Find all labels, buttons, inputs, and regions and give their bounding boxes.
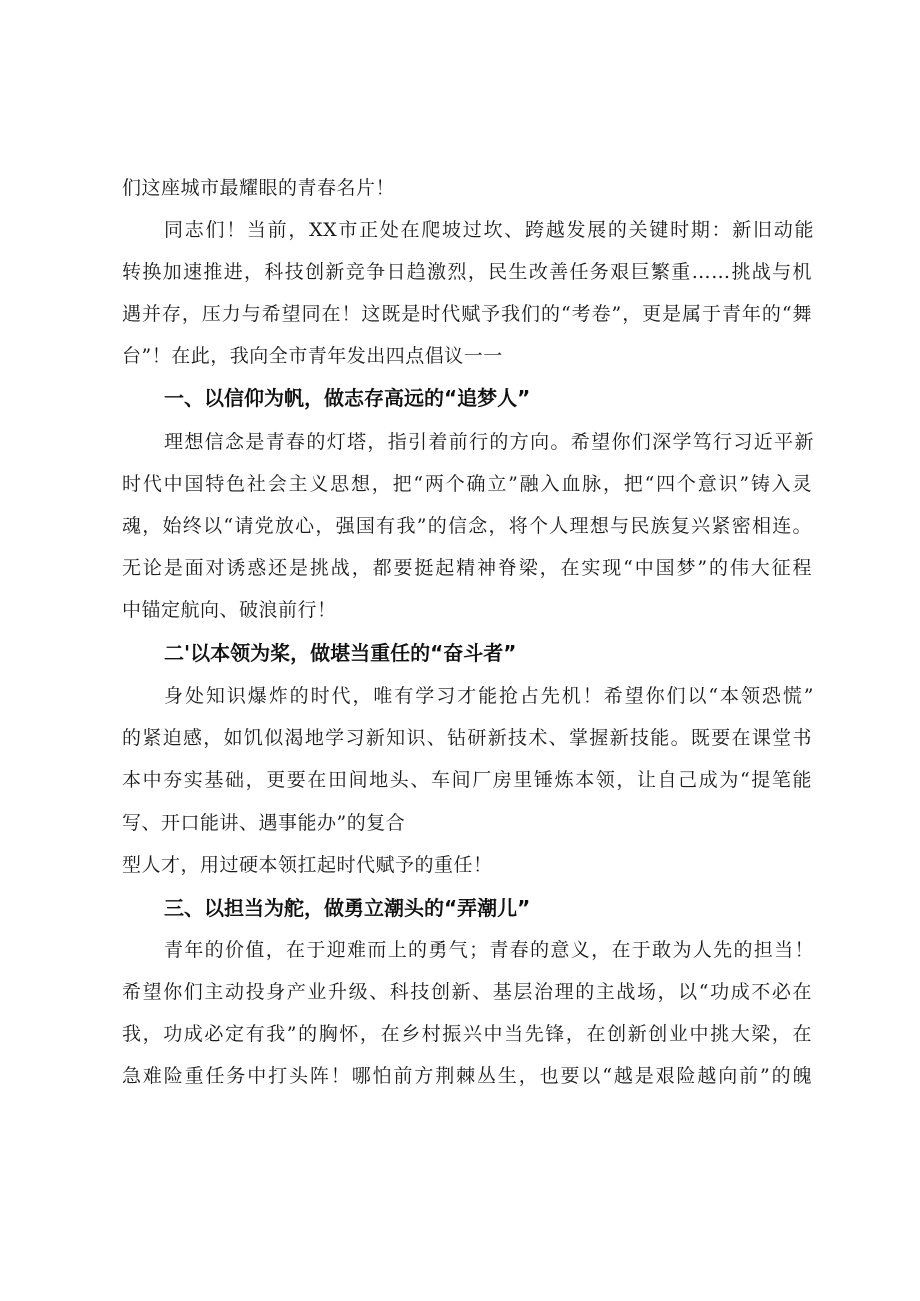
paragraph-line: 本中夯实基础，更要在田间地头、车间厂房里锤炼本领，让自己成为“提笔能 [122,769,812,791]
paragraph-line: 写、开口能讲、遇事能办”的复合 [122,812,406,834]
section-heading-1: 一、以信仰为帆，做志存高远的“追梦人” [164,386,531,410]
paragraph-line: 我，功成必定有我”的胸怀，在乡村振兴中当先锋，在创新创业中挑大梁，在 [122,1023,812,1045]
paragraph-line: 们这座城市最耀眼的青春名片！ [122,177,396,199]
paragraph-line: 身处知识爆炸的时代，唯有学习才能抢占先机！希望你们以“本领恐慌” [164,685,814,707]
paragraph-line: 急难险重任务中打头阵！哪怕前方荆棘丛生，也要以“越是艰险越向前”的魄 [122,1065,812,1087]
paragraph-line: 同志们！当前，XX市正处在爬坡过坎、跨越发展的关键时期：新旧动能 [164,219,814,241]
paragraph-line: 转换加速推进，科技创新竞争日趋激烈，民生改善任务艰巨繁重……挑战与机 [122,261,812,283]
section-heading-3: 三、以担当为舵，做勇立潮头的“弄潮儿” [164,896,531,920]
paragraph-line: 遇并存，压力与希望同在！这既是时代赋予我们的“考卷”，更是属于青年的“舞 [122,303,812,325]
paragraph-line: 青年的价值，在于迎难而上的勇气；青春的意义，在于敢为人先的担当！ [164,939,814,961]
paragraph-line: 无论是面对诱惑还是挑战，都要挺起精神脊梁，在实现“中国梦”的伟大征程 [122,557,812,579]
paragraph-line: 型人才，用过硬本领扛起时代赋予的重任！ [122,854,493,876]
paragraph-line: 魂，始终以“请党放心，强国有我”的信念，将个人理想与民族复兴紧密相连。 [122,515,812,537]
paragraph-line: 时代中国特色社会主义思想，把“两个确立”融入血脉，把“四个意识”铸入灵 [122,473,812,495]
section-heading-2: 二'以本领为桨，做堪当重任的“奋斗者” [164,641,517,665]
paragraph-line: 台”！在此，我向全市青年发出四点倡议一一 [122,345,503,367]
paragraph-line: 的紧迫感，如饥似渴地学习新知识、钻研新技术、掌握新技能。既要在课堂书 [122,727,812,749]
paragraph-line: 理想信念是青春的灯塔，指引着前行的方向。希望你们深学笃行习近平新 [164,431,814,453]
paragraph-line: 希望你们主动投身产业升级、科技创新、基层治理的主战场，以“功成不必在 [122,981,812,1003]
paragraph-line: 中锚定航向、破浪前行！ [122,599,337,621]
